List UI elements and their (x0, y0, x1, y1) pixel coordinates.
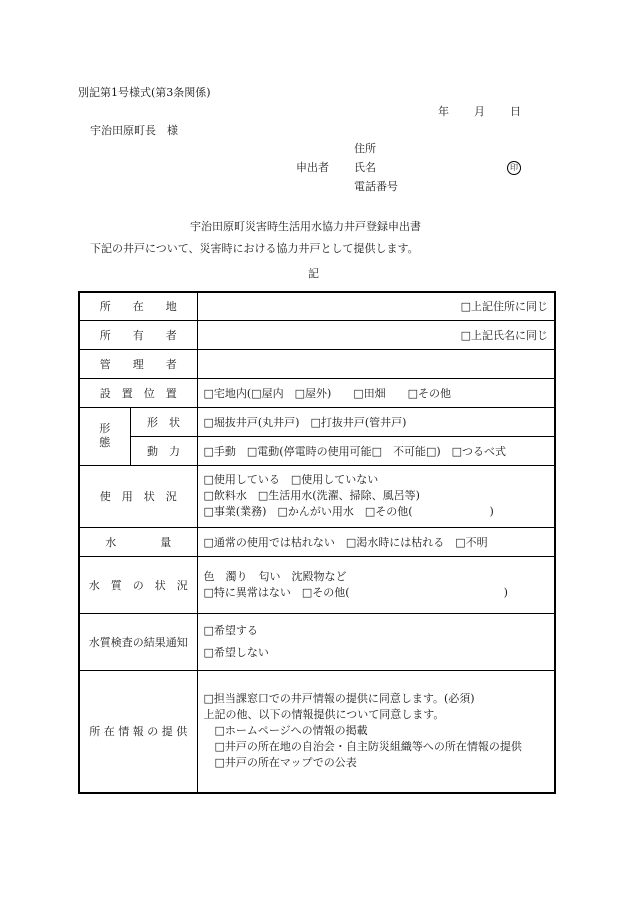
document-title: 宇治田原町災害時生活用水協力井戸登録申出書 (190, 220, 421, 233)
date-day: 日 (510, 105, 521, 118)
usage-line-2[interactable]: □飲料水 □生活用水(洗濯、掃除、風呂等) (203, 489, 420, 502)
row-notice (79, 613, 555, 670)
date-year: 年 (438, 105, 449, 118)
info-label: 所 在 情 報 の 提 供 (79, 670, 197, 793)
location-same-checkbox[interactable]: □上記住所に同じ (197, 292, 555, 320)
usage-options[interactable] (197, 465, 555, 527)
power-options[interactable]: □手動 □電動(停電時の使用可能□ 不可能□) □つるべ式 (197, 436, 555, 465)
seal-mark (507, 161, 521, 175)
location-label: 所 在 地 (79, 292, 197, 320)
registration-table (78, 291, 556, 794)
row-owner (79, 320, 555, 349)
form-reference: 別記第1号様式(第3条関係) (78, 86, 211, 99)
quality-label: 水 質 の 状 況 (79, 556, 197, 613)
usage-line-1[interactable]: □使用している □使用していない (203, 473, 379, 486)
row-position (79, 378, 555, 407)
ki-heading: 記 (308, 267, 319, 280)
name-label: 氏名 (354, 161, 376, 174)
row-info (79, 670, 555, 793)
row-volume (79, 527, 555, 556)
manager-field[interactable] (197, 349, 555, 378)
volume-label: 水 量 (79, 527, 197, 556)
owner-label: 所 有 者 (79, 320, 197, 349)
info-line-5[interactable]: □井戸の所在マップでの公表 (203, 756, 357, 770)
form-label-text: 形態 (99, 422, 111, 449)
row-usage (79, 465, 555, 527)
owner-same-checkbox[interactable]: □上記氏名に同じ (197, 320, 555, 349)
shape-label: 形 状 (130, 407, 197, 436)
info-line-2: 上記の他、以下の情報提供について同意します。 (203, 708, 445, 722)
row-power (79, 436, 555, 465)
date-month: 月 (474, 105, 485, 118)
notice-want[interactable]: □希望する (203, 623, 258, 637)
info-options[interactable] (197, 670, 555, 793)
address-label: 住所 (354, 142, 376, 155)
quality-options[interactable] (197, 556, 555, 613)
row-location (79, 292, 555, 320)
seal-icon: 印 (507, 161, 521, 175)
usage-line-3[interactable]: □事業(業務) □かんがい用水 □その他( ) (203, 505, 494, 518)
notice-not-want[interactable]: □希望しない (203, 645, 269, 659)
intro-text: 下記の井戸について、災害時における協力井戸として提供します。 (90, 242, 419, 255)
info-line-3[interactable]: □ホームページへの情報の掲載 (203, 724, 368, 738)
notice-options[interactable] (197, 613, 555, 670)
volume-options[interactable]: □通常の使用では枯れない □渇水時には枯れる □不明 (197, 527, 555, 556)
form-label (79, 407, 130, 465)
quality-line-2[interactable]: □特に異常はない □その他( ) (203, 585, 508, 599)
shape-options[interactable]: □堀抜井戸(丸井戸) □打抜井戸(管井戸) (197, 407, 555, 436)
manager-label: 管 理 者 (79, 349, 197, 378)
phone-label: 電話番号 (354, 180, 398, 193)
position-label: 設 置 位 置 (79, 378, 197, 407)
power-label: 動 力 (130, 436, 197, 465)
info-line-4[interactable]: □井戸の所在地の自治会・自主防災組織等への所在情報の提供 (203, 740, 522, 754)
applicant-label: 申出者 (296, 161, 329, 174)
quality-line-1: 色 濁り 匂い 沈殿物など (203, 569, 347, 583)
row-shape (79, 407, 555, 436)
row-manager (79, 349, 555, 378)
row-quality (79, 556, 555, 613)
addressee: 宇治田原町長 様 (90, 124, 178, 137)
usage-label: 使 用 状 況 (79, 465, 197, 527)
info-line-1[interactable]: □担当課窓口での井戸情報の提供に同意します。(必須) (203, 692, 475, 706)
notice-label: 水質検査の結果通知 (79, 613, 197, 670)
position-options[interactable]: □宅地内(□屋内 □屋外) □田畑 □その他 (197, 378, 555, 407)
